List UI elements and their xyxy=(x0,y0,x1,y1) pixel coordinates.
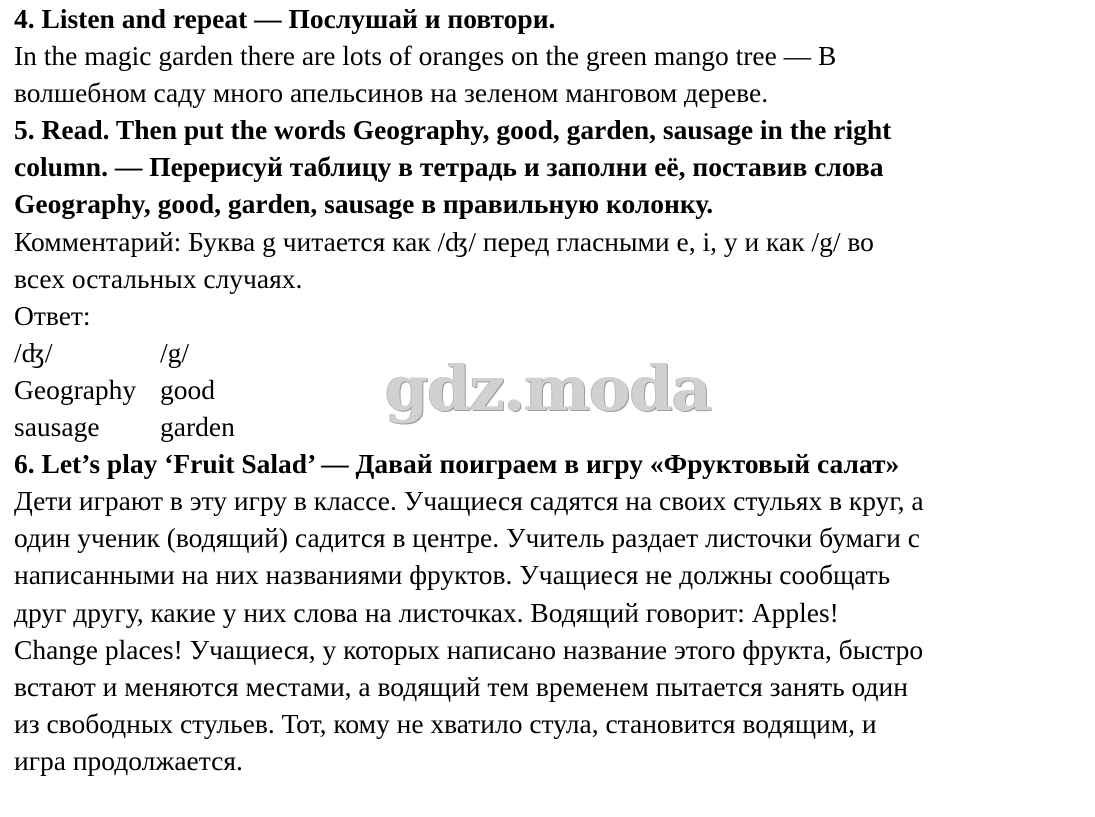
exercise-6-text-line: друг другу, какие у них слова на листочках. Водящий говорит: Apples! xyxy=(14,596,839,628)
exercise-4-text-line: волшебном саду много апельсинов на зеленом манговом дереве. xyxy=(14,77,769,109)
table-cell: sausage xyxy=(14,411,100,443)
exercise-4-text-line: In the magic garden there are lots of oranges on the green mango tree — В xyxy=(14,40,837,72)
exercise-6-text-line: Дети играют в эту игру в классе. Учащиеся садятся на своих стульях в круг, а xyxy=(14,485,924,517)
exercise-5-title-line: Geography, good, garden, sausage в правильную колонку. xyxy=(14,188,714,220)
exercise-5-comment-line: Комментарий: Буква g читается как /ʤ/ перед гласными e, i, y и как /g/ во xyxy=(14,225,874,257)
exercise-6-text-line: один ученик (водящий) садится в центре. Учитель раздает листочки бумаги с xyxy=(14,522,920,554)
exercise-5-comment-line: всех остальных случаях. xyxy=(14,262,303,294)
exercise-5-title-line: 5. Read. Then put the words Geography, good, garden, sausage in the right xyxy=(14,114,892,146)
table-header-g: /g/ xyxy=(160,336,190,368)
answer-label: Ответ: xyxy=(14,299,91,331)
exercise-4-title: 4. Listen and repeat — Послушай и повтори. xyxy=(14,3,556,34)
exercise-6-text-line: написанными на них названиями фруктов. Учащиеся не должны сообщать xyxy=(14,559,891,591)
exercise-6-title: 6. Let’s play ‘Fruit Salad’ — Давай поиграем в игру «Фруктовый салат» xyxy=(14,448,900,480)
table-cell: Geography xyxy=(14,373,137,405)
exercise-6-text-line: из свободных стульев. Тот, кому не хватило стула, становится водящим, и xyxy=(14,707,877,739)
table-cell: good xyxy=(160,373,215,405)
table-cell: garden xyxy=(160,411,235,443)
table-header-dzh: /ʤ/ xyxy=(14,336,53,368)
exercise-6-text-line: игра продолжается. xyxy=(14,744,243,776)
exercise-5-title-line: column. — Перерисуй таблицу в тетрадь и заполни её, поставив слова xyxy=(14,151,884,183)
exercise-6-text-line: встают и меняются местами, а водящий тем временем пытается занять один xyxy=(14,670,908,702)
exercise-6-text-line: Change places! Учащиеся, у которых написано название этого фрукта, быстро xyxy=(14,633,924,665)
watermark-logo: gdz.moda xyxy=(385,352,711,425)
